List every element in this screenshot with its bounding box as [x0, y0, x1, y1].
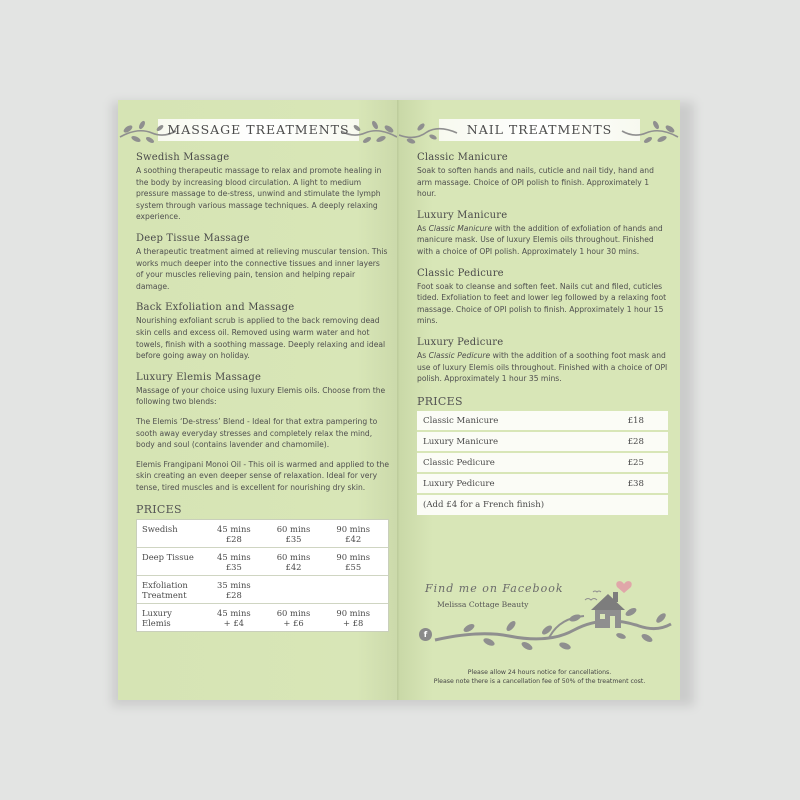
french-finish-note: (Add £4 for a French finish)	[417, 495, 668, 515]
price-row-cell: 90 mins £55	[336, 552, 370, 573]
massage-prices-heading: PRICES	[136, 503, 182, 517]
treatment-description: A therapeutic treatment aimed at relieving muscular tension. This works much deeper into the connective tissues and inner layers of your muscles relieving pain, tension and helping repair damage.	[136, 246, 388, 291]
treatment-name: Classic Pedicure	[417, 267, 504, 279]
elemis-blend-frangipani: Elemis Frangipani Monoi Oil - This oil is warmed and applied to the skin creating an even deeper sense of relaxation. Ideal for very tense, tired muscles and is excellent for nourishing dry skin.	[136, 459, 390, 492]
nail-price-table	[417, 411, 668, 515]
desc-prefix: As	[417, 350, 429, 360]
price-row-cell: 45 mins £35	[217, 552, 251, 573]
treatment-description: Massage of your choice using luxury Elemis oils. Choose from the following two blends:	[136, 385, 386, 407]
massage-price-row	[137, 604, 388, 631]
massage-price-row	[137, 576, 388, 604]
price-row-cell: 45 mins £28	[217, 524, 251, 545]
price-row-name: Swedish	[142, 524, 178, 535]
price-row-name: Luxury Manicure	[423, 436, 499, 447]
treatment-name: Classic Manicure	[417, 152, 508, 163]
price-row-name: Classic Pedicure	[423, 457, 495, 468]
treatment-name: Luxury Pedicure	[417, 336, 504, 348]
price-row-name: Classic Manicure	[423, 415, 499, 426]
price-row-price: £25	[627, 457, 644, 468]
price-row-price: £28	[627, 436, 644, 447]
nail-price-row	[417, 411, 668, 432]
desc-italic: Classic Manicure	[428, 223, 493, 233]
nail-banner	[399, 117, 680, 143]
price-row-price: £38	[627, 478, 644, 489]
cancellation-line-2: Please note there is a cancellation fee of 50% of the treatment cost.	[433, 678, 646, 685]
treatment-description	[417, 350, 668, 385]
price-row-cell: 35 mins £28	[217, 580, 251, 601]
price-row-name: Luxury Elemis	[142, 608, 172, 629]
desc-rest: with the addition of a soothing foot mask and use of luxury Elemis oils throughout. Finished with a choice of OPI polish. Approximately 1 hour 35 mins.	[417, 350, 668, 384]
treatment-name: Luxury Manicure	[417, 209, 508, 221]
desc-rest: with the addition of exfoliation of hands and manicure mask. Use of luxury Elemis oils throughout. Finished with a choice of OPI polish. Approximately 1 hour 30 mins.	[417, 223, 663, 256]
treatment-deep-tissue	[136, 233, 389, 292]
massage-price-row	[137, 548, 388, 576]
treatment-description: Nourishing exfoliant scrub is applied to the back removing dead skin cells and excess oil. Removed using warm water and hot towels, finish with a soothing massage. Deeply relaxing and ideal before going away on holiday.	[136, 316, 386, 361]
nail-prices-heading: PRICES	[417, 394, 463, 408]
treatment-luxury-elemis	[136, 372, 389, 494]
price-row-cell: 90 mins £42	[336, 524, 370, 545]
price-row-price: £18	[627, 415, 644, 426]
price-row-cell	[264, 580, 324, 600]
treatment-description: Soak to soften hands and nails, cuticle and nail tidy, hand and arm massage. Choice of OPI polish to finish. Approximately 1 hour.	[417, 166, 654, 199]
elemis-blend-destress: The Elemis ‘De-stress’ Blend - Ideal for that extra pampering to sooth away everyday stresses and completely relax the mind, body and soul (contains lavender and chamomile).	[136, 416, 378, 450]
nail-content	[417, 152, 668, 515]
price-row-cell: 60 mins £42	[276, 552, 311, 573]
facebook-icon[interactable]: f	[419, 628, 432, 641]
treatment-classic-pedicure	[417, 268, 668, 327]
treatment-description: A soothing therapeutic massage to relax and promote healing in the body by increasing blood circulation. A light to medium pressure massage to de-stress, unwind and stimulate the lymph system through various massage techniques. A deeply relaxing experience.	[136, 166, 382, 222]
nail-price-row	[417, 474, 668, 495]
treatment-description: Foot soak to cleanse and soften feet. Nails cut and filed, cuticles tided. Exfoliation to feet and lower leg followed by a relaxing foot massage. Choice of OPI polish to finish. Approximately 1 hour 15 mins.	[417, 281, 667, 326]
massage-content	[136, 152, 389, 632]
price-row-name: Luxury Pedicure	[423, 478, 495, 489]
price-row-name: Exfoliation Treatment	[142, 580, 188, 601]
treatment-name: Deep Tissue Massage	[136, 232, 250, 244]
facebook-page-name[interactable]: Melissa Cottage Beauty	[437, 600, 529, 609]
nail-price-row	[417, 453, 668, 474]
treatment-luxury-pedicure	[417, 337, 668, 385]
treatment-name: Back Exfoliation and Massage	[136, 302, 295, 314]
treatment-name: Swedish Massage	[136, 152, 230, 163]
price-row-cell: 60 mins £35	[276, 524, 311, 545]
cancellation-line-1: Please allow 24 hours notice for cancellations.	[467, 669, 612, 676]
treatment-description	[417, 223, 668, 258]
treatment-back-exfoliation	[136, 302, 389, 361]
treatment-classic-manicure	[417, 152, 668, 200]
left-page	[118, 100, 399, 700]
treatment-luxury-manicure	[417, 210, 668, 258]
price-row-cell: 60 mins + £6	[276, 608, 311, 629]
desc-prefix: As	[417, 223, 429, 233]
price-row-cell	[323, 580, 383, 600]
desc-italic: Classic Pedicure	[428, 350, 491, 360]
nail-price-row	[417, 432, 668, 453]
facebook-heading: Find me on Facebook	[425, 582, 564, 595]
right-page	[399, 100, 680, 700]
massage-price-row	[137, 520, 388, 548]
treatment-swedish	[136, 152, 389, 223]
cancellation-notice	[399, 668, 680, 686]
massage-treatments-title: MASSAGE TREATMENTS	[167, 122, 350, 137]
treatment-name: Luxury Elemis Massage	[136, 371, 262, 383]
facebook-section	[399, 578, 680, 690]
price-row-name: Deep Tissue	[142, 552, 194, 563]
nail-treatments-title: NAIL TREATMENTS	[466, 122, 613, 137]
massage-banner	[118, 117, 399, 143]
massage-price-table	[136, 519, 389, 632]
price-row-cell: 45 mins + £4	[217, 608, 251, 629]
price-row-cell: 90 mins + £8	[336, 608, 370, 629]
